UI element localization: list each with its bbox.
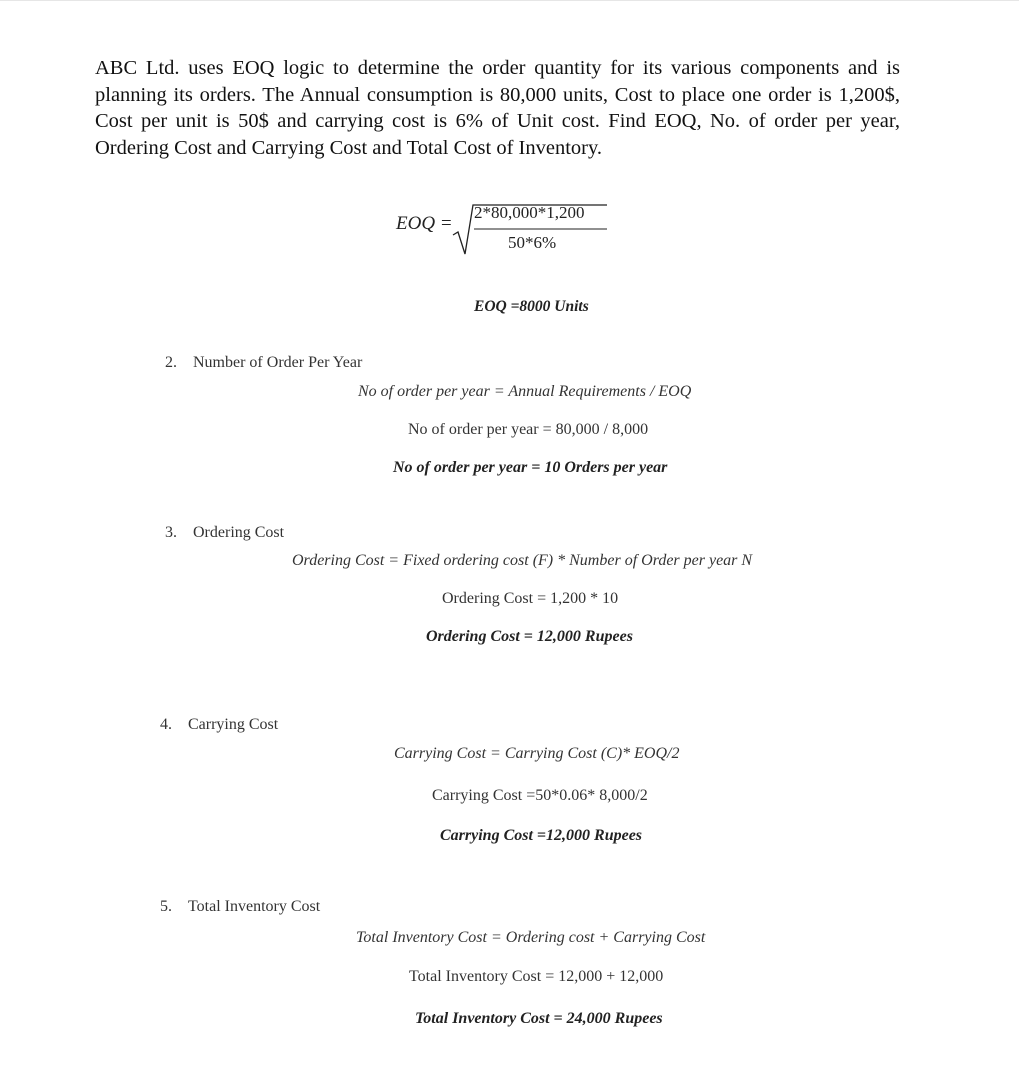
section-total-heading xyxy=(160,898,320,916)
carrying-result: Carrying Cost =12,000 Rupees xyxy=(440,827,643,844)
eoq-denominator: 50*6% xyxy=(508,233,557,252)
section-total-number: 5. xyxy=(160,898,172,915)
orders-result: No of order per year = 10 Orders per year xyxy=(393,459,668,476)
section-orders-heading xyxy=(165,354,362,372)
section-total-title: Total Inventory Cost xyxy=(188,898,321,915)
orders-calculation: No of order per year = 80,000 / 8,000 xyxy=(408,421,649,438)
ordering-calculation: Ordering Cost = 1,200 * 10 xyxy=(442,590,619,607)
ordering-formula: Ordering Cost = Fixed ordering cost (F) * Number of Order per year N xyxy=(292,552,753,569)
eoq-result: EOQ =8000 Units xyxy=(474,298,589,315)
page-top-rule xyxy=(0,0,1019,1)
section-carrying-number: 4. xyxy=(160,716,172,733)
eoq-numerator: 2*80,000*1,200 xyxy=(474,203,585,222)
orders-formula: No of order per year = Annual Requirements / EOQ xyxy=(358,383,692,400)
section-carrying-title: Carrying Cost xyxy=(188,716,279,733)
carrying-formula: Carrying Cost = Carrying Cost (C)* EOQ/2 xyxy=(394,745,680,762)
eoq-formula-lhs: EOQ = xyxy=(396,213,453,234)
total-calculation: Total Inventory Cost = 12,000 + 12,000 xyxy=(409,968,664,985)
section-orders-number: 2. xyxy=(165,354,177,371)
ordering-result: Ordering Cost = 12,000 Rupees xyxy=(426,628,633,645)
carrying-calculation: Carrying Cost =50*0.06* 8,000/2 xyxy=(432,787,648,804)
section-ordering-number: 3. xyxy=(165,524,177,541)
section-carrying-heading xyxy=(160,716,278,734)
total-formula: Total Inventory Cost = Ordering cost + Carrying Cost xyxy=(356,929,706,946)
problem-statement: ABC Ltd. uses EOQ logic to determine the order quantity for its various components and is planning its orders. The Annual consumption is 80,000 units, Cost to place one order is 1,200$, Cost per unit is 50$ and carrying cost is 6% of Unit cost. Find EOQ, No. of order per year, Ordering Cost and Carrying Cost and Total Cost of Inventory. xyxy=(95,57,900,159)
section-ordering-title: Ordering Cost xyxy=(193,524,285,541)
total-result: Total Inventory Cost = 24,000 Rupees xyxy=(415,1010,663,1027)
section-orders-title: Number of Order Per Year xyxy=(193,354,363,371)
section-ordering-heading xyxy=(165,524,284,542)
